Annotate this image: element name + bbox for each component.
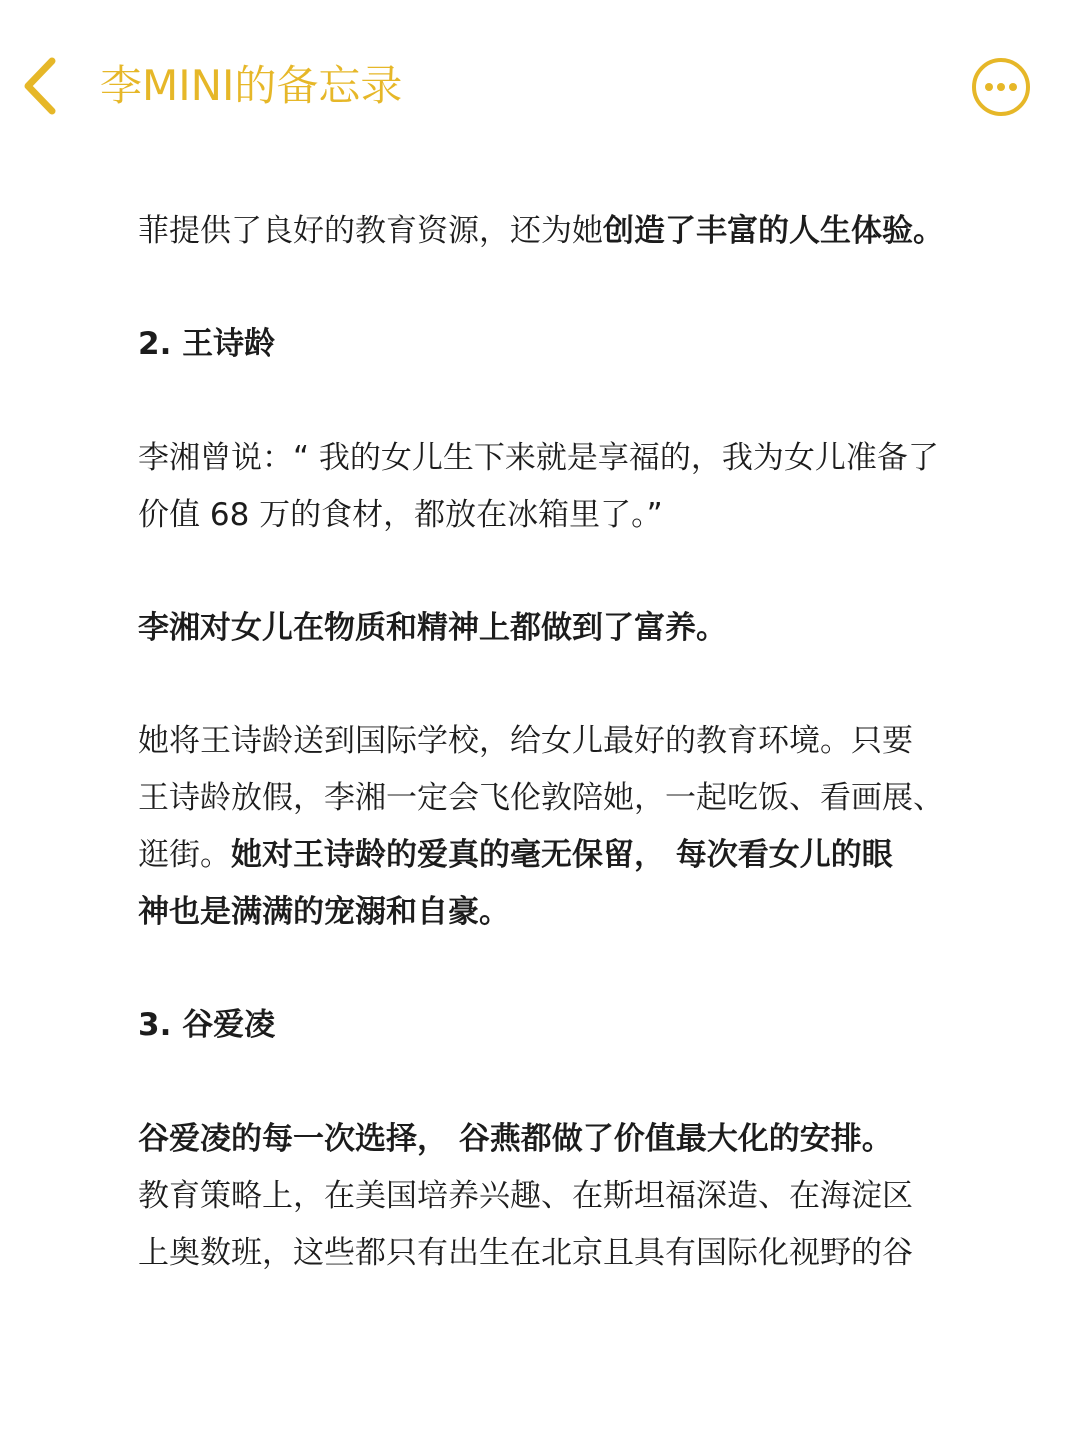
paragraph-3: 李湘对女儿在物质和精神上都做到了富养。	[138, 610, 727, 646]
paragraph-2-line-2: 价值 68 万的食材，都放在冰箱里了。”	[138, 497, 663, 533]
section-heading-2: 2. 王诗龄	[138, 326, 276, 362]
paragraph-5-line-3: 上奥数班，这些都只有出生在北京且具有国际化视野的谷	[138, 1235, 913, 1271]
paragraph-5	[138, 1111, 913, 1282]
paragraph-4-line-1: 她将王诗龄送到国际学校，给女儿最好的教育环境。只要	[138, 723, 913, 759]
paragraph-4-line-3-bold: 她对王诗龄的爱真的毫无保留， 每次看女儿的眼	[231, 837, 893, 873]
paragraph-4	[138, 713, 944, 941]
paragraph-2	[138, 430, 939, 544]
chevron-left-icon	[18, 55, 68, 117]
paragraph-5-line-2: 教育策略上，在美国培养兴趣、在斯坦福深造、在海淀区	[138, 1178, 913, 1214]
paragraph-4-line-3-text: 逛街。	[138, 837, 231, 873]
more-button[interactable]	[970, 56, 1032, 118]
paragraph-2-line-1: 李湘曾说：“ 我的女儿生下来就是享福的，我为女儿准备了	[138, 440, 939, 476]
paragraph-5-line-1: 谷爱凌的每一次选择， 谷燕都做了价值最大化的安排。	[138, 1121, 893, 1157]
paragraph-1-bold: 创造了丰富的人生体验。	[603, 213, 944, 249]
section-heading-3: 3. 谷爱凌	[138, 1007, 276, 1043]
paragraph-4-line-2: 王诗龄放假，李湘一定会飞伦敦陪她，一起吃饭、看画展、	[138, 780, 944, 816]
paragraph-1-text: 菲提供了良好的教育资源，还为她	[138, 213, 603, 249]
page-title: 李MINI的备忘录	[100, 61, 403, 110]
paragraph-1	[138, 203, 944, 260]
back-button[interactable]	[18, 55, 68, 117]
paragraph-4-line-3	[138, 827, 944, 884]
paragraph-4-line-4: 神也是满满的宠溺和自豪。	[138, 894, 510, 930]
more-horizontal-icon	[970, 56, 1032, 118]
header-bar	[0, 0, 1080, 175]
